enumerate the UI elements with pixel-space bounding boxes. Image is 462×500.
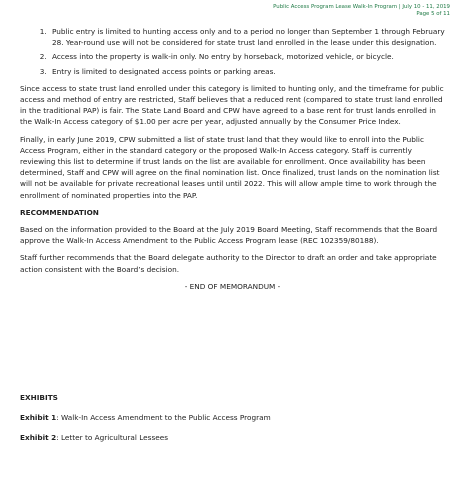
exhibit-title: : Letter to Agricultural Lessees: [56, 433, 169, 442]
exhibit-label: Exhibit 1: [20, 413, 57, 422]
header-title: Public Access Program Lease Walk-In Program | July 10 - 11, 2019: [273, 4, 450, 10]
exhibit-title: : Walk-In Access Amendment to the Public Access Program: [56, 413, 271, 422]
page-number: Page 5 of 11: [416, 11, 450, 17]
list-item: 3. Entry is limited to designated access points or parking areas.: [49, 66, 445, 77]
list-item: 2. Access into the property is walk-in only. No entry by horseback, motorized vehicle, or bicycle.: [49, 51, 445, 62]
entry-restrictions-list: [20, 26, 445, 77]
page-header: [273, 4, 450, 18]
exhibit-item: [20, 432, 445, 443]
rent-paragraph: Since access to state trust land enrolled under this category is limited to hunting only, and the timeframe for public access and method of entry are restricted, Staff believes that a reduced rent (compared to state trust land enrolled in the traditional PAP) is fair. The State Land Board and CPW have agreed to a base rent for trust lands enrolled in the Walk-In Access category of $1.00 per acre per year, adjusted annually by the Consumer Price Index.: [20, 83, 444, 127]
cpw-list-paragraph: Finally, in early June 2019, CPW submitted a list of state trust land that they would like to enroll into the Public Access Program, either in the standard category or the proposed Walk-In Access category. Staff is currently reviewing this list to determine if trust lands on the list are available for enrollment. Once availability has been determined, Staff and CPW will agree on the final nomination list. Once finalized, trust lands on the nomination list will not be available for private recreational leases until until 2022. This will allow ample time to work through the enrollment of nominated properties into the PAP.: [20, 134, 440, 200]
delegation-paragraph: Staff further recommends that the Board delegate authority to the Director to draft an order and take appropriate action consistent with the Board’s decision.: [20, 253, 437, 274]
end-of-memorandum: - END OF MEMORANDUM -: [184, 281, 281, 291]
exhibits-section: [20, 392, 445, 452]
exhibit-label: Exhibit 2: [20, 433, 57, 442]
exhibits-heading: EXHIBITS: [20, 393, 58, 402]
recommendation-heading: RECOMMENDATION: [20, 207, 99, 217]
memo-body: [20, 26, 445, 292]
recommendation-paragraph: Based on the information provided to the Board at the July 2019 Board Meeting, Staff recommends that the Board approve the Walk-In Access Amendment to the Public Access Program lease (REC 102359/80188).: [20, 225, 438, 246]
exhibit-item: [20, 412, 445, 423]
list-item: 1. Public entry is limited to hunting access only and to a period no longer than September 1 through February 28. Year-round use will not be considered for state trust land enrolled in the lease under this designation.: [49, 26, 445, 48]
